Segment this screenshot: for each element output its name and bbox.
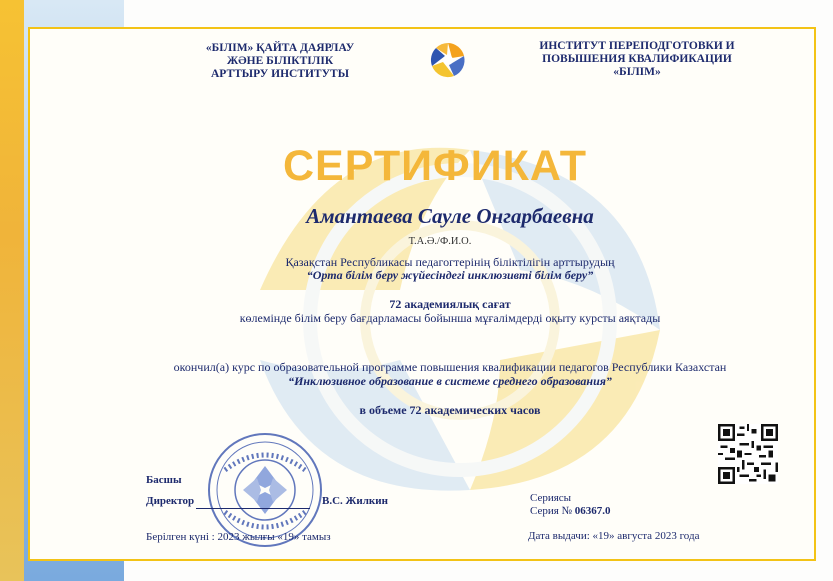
russian-course-name: “Инклюзивное образование в системе среднего образования” — [288, 374, 612, 388]
header-left-institute-kz — [180, 42, 380, 81]
header-right-line: ИНСТИТУТ ПЕРЕПОДГОТОВКИ И — [539, 40, 735, 52]
russian-hours: в объеме 72 академических часов — [359, 403, 541, 417]
kazakh-course-name: “Орта білім беру жүйесіндегі инклюзивті білім беру” — [306, 268, 594, 282]
signature-line — [196, 508, 310, 509]
series-number-line — [530, 505, 611, 517]
issue-date-kz: Берілген күні : 2023 жылғы «19» тамыз — [146, 531, 331, 543]
recipient-name: Амантаева Сауле Онгарбаевна — [306, 204, 594, 228]
header-right-line: ПОВЫШЕНИЯ КВАЛИФИКАЦИИ — [542, 53, 732, 65]
header-right-line: «БІЛІМ» — [613, 66, 661, 78]
name-caption: Т.А.Ә./Ф.И.О. — [408, 236, 472, 247]
director-name: В.С. Жилкин — [322, 495, 388, 507]
header-right-institute-ru — [532, 40, 742, 79]
header-left-line: ЖӘНЕ БІЛІКТІЛІК — [226, 55, 334, 67]
series-number: 06367.0 — [574, 505, 611, 517]
header-left-line: АРТТЫРУ ИНСТИТУТЫ — [210, 68, 350, 80]
bilim-logo-icon — [428, 40, 468, 80]
kazakh-completion-text: көлемінде білім беру бағдарламасы бойынша мұғалімдерді оқыту курсты аяқтады — [239, 311, 661, 325]
director-label: Директор — [146, 495, 195, 507]
series-label-ru: Серия № — [530, 505, 573, 517]
series-label-kz: Сериясы — [530, 492, 572, 504]
kazakh-text-line: Қазақстан Республикасы педагогтерінің біліктілігін арттырудың — [285, 255, 615, 269]
head-label-kz: Басшы — [146, 474, 182, 486]
certificate-title: СЕРТИФИКАТ — [282, 142, 588, 190]
header-left-line: «БІЛІМ» ҚАЙТА ДАЯРЛАУ — [205, 42, 355, 54]
kazakh-hours: 72 академиялық сағат — [389, 297, 511, 311]
verification-qr-code[interactable] — [718, 424, 778, 484]
russian-text-line: окончил(а) курс по образовательной программе повышения квалификации педагогов Республики Казахстан — [173, 360, 727, 374]
issue-date-ru: Дата выдачи: «19» августа 2023 года — [528, 530, 700, 542]
